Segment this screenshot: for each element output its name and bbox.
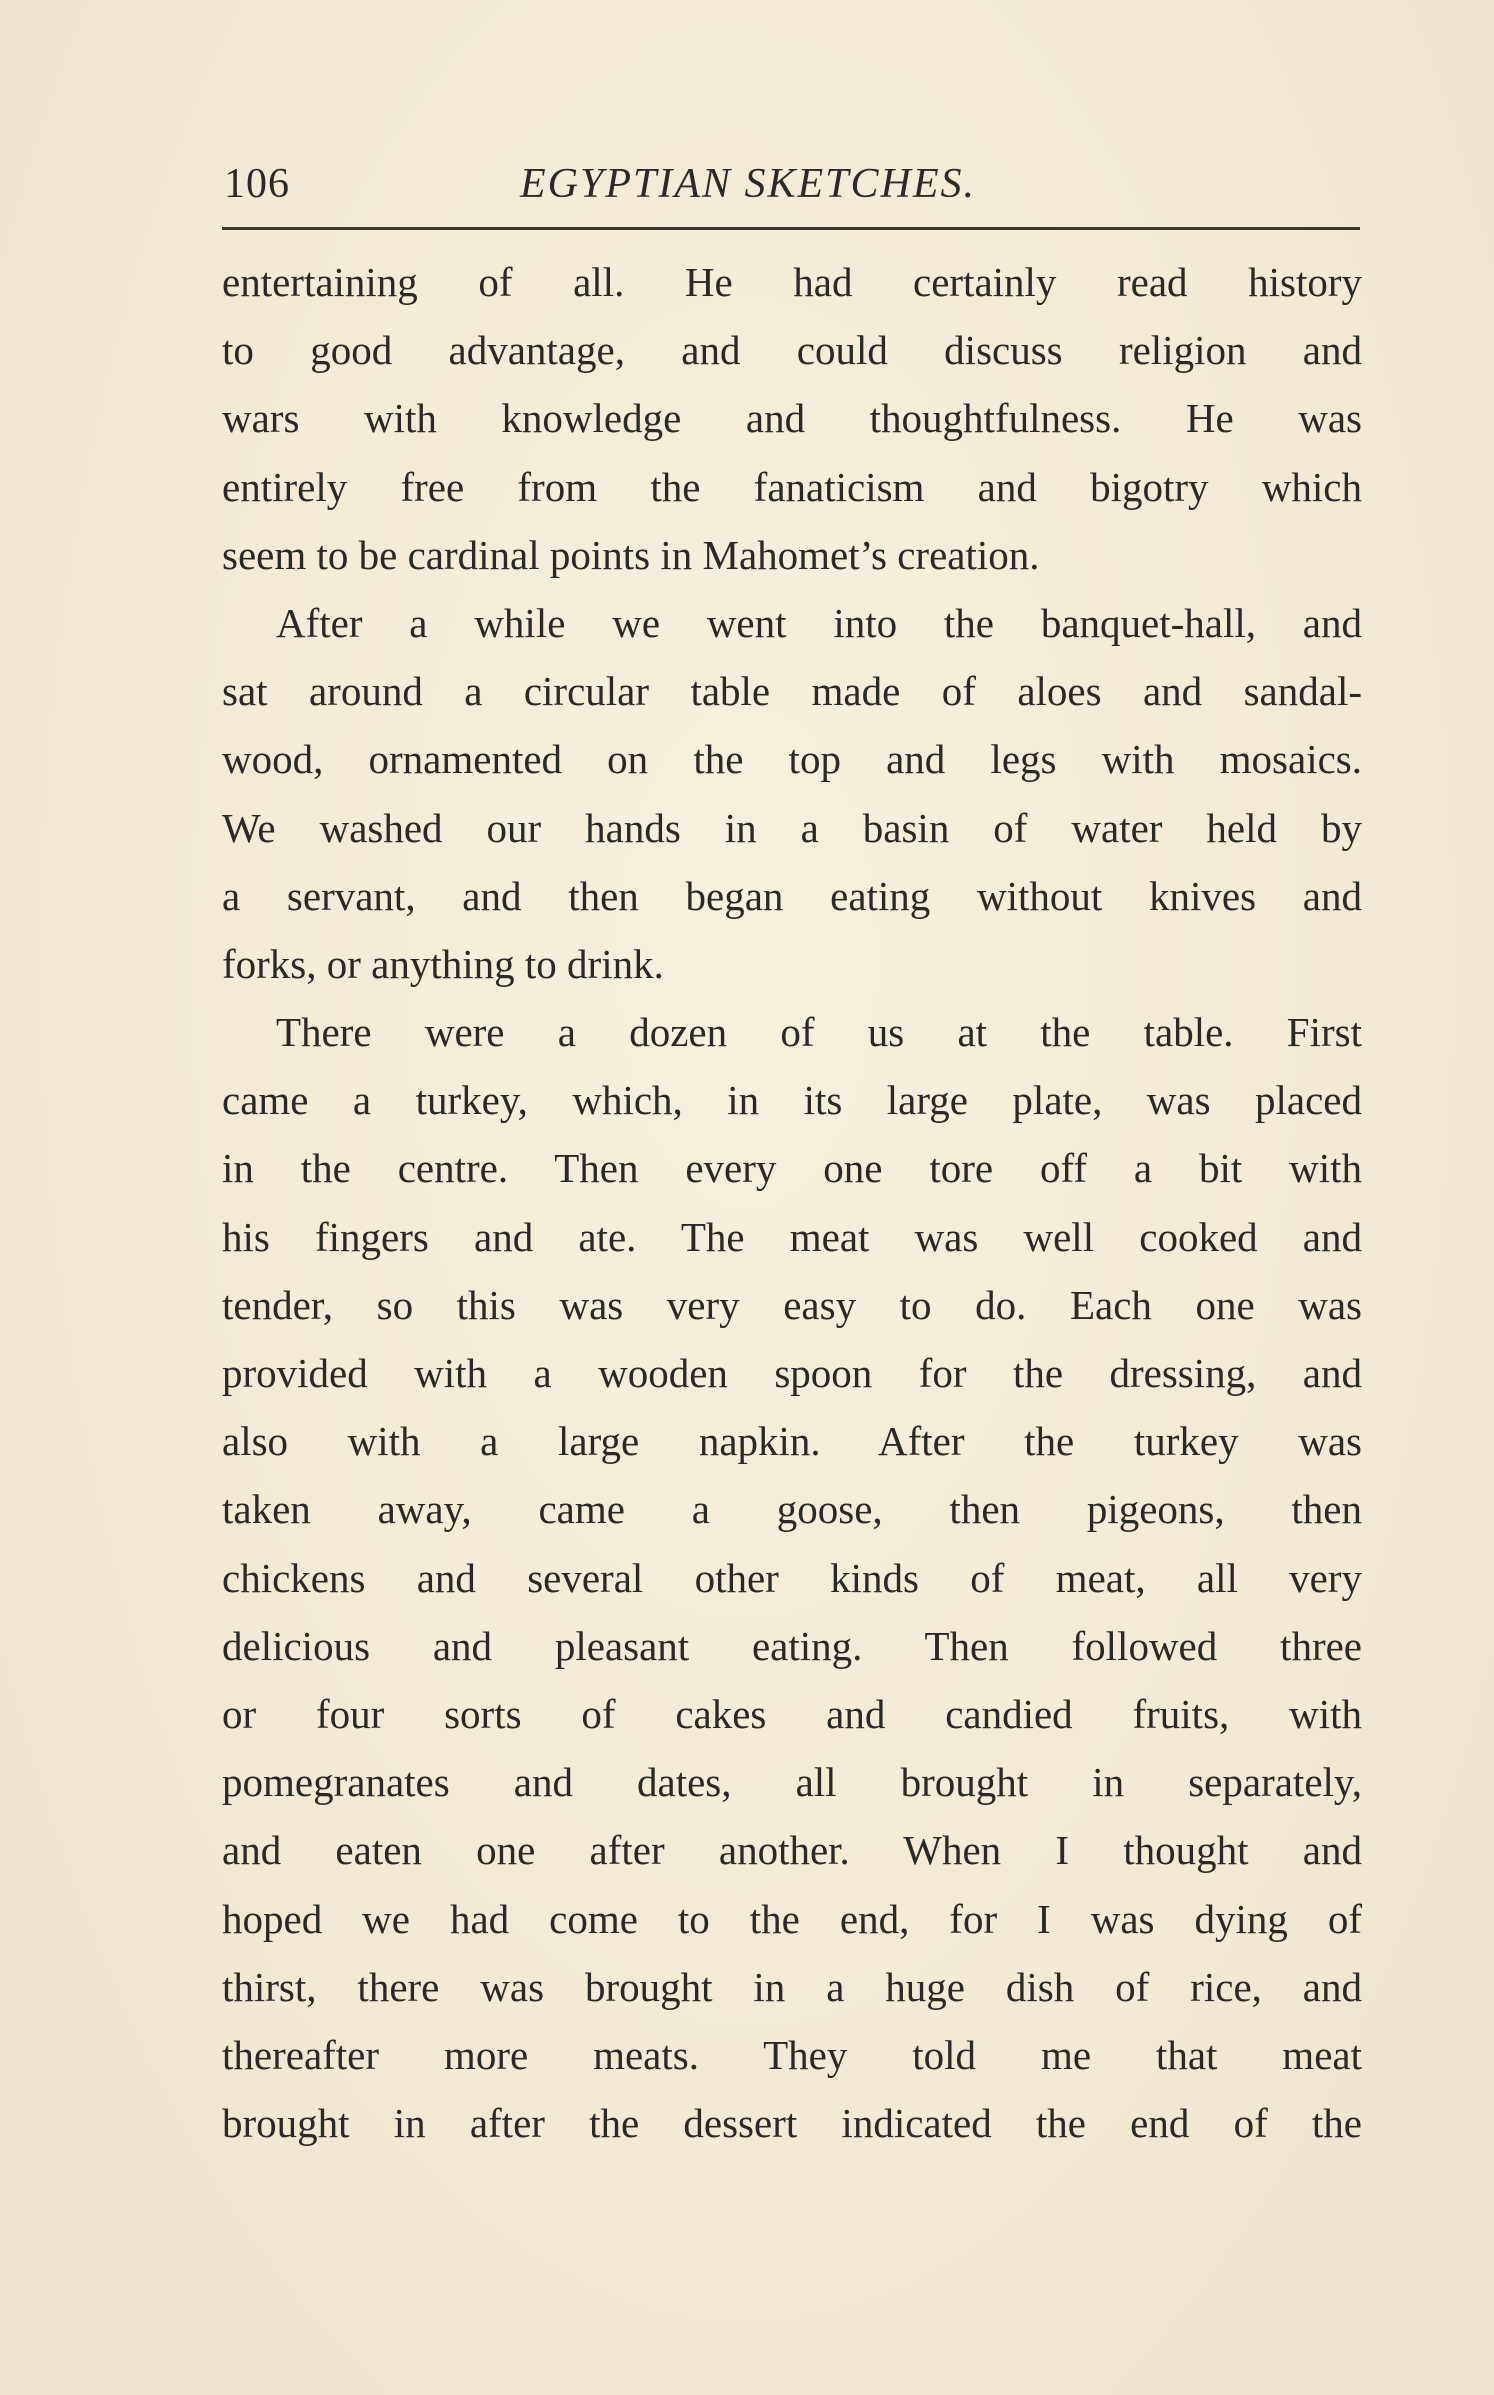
- text-line: or four sorts of cakes and candied fruits, with: [222, 1690, 1362, 1737]
- text-line: We washed our hands in a basin of water held by: [222, 804, 1362, 851]
- text-line: pomegranates and dates, all brought in separately,: [222, 1759, 1362, 1806]
- text-line: tender, so this was very easy to do. Each one was: [222, 1281, 1362, 1328]
- text-line: his fingers and ate. The meat was well cooked and: [222, 1213, 1362, 1260]
- text-line: seem to be cardinal points in Mahomet’s creation.: [222, 531, 1040, 578]
- text-line: thereafter more meats. They told me that meat: [222, 2031, 1362, 2078]
- text-line: delicious and pleasant eating. Then followed three: [222, 1622, 1362, 1669]
- text-line: entertaining of all. He had certainly read history: [222, 259, 1362, 305]
- text-line: and eaten one after another. When I thought and: [222, 1827, 1362, 1874]
- text-line: chickens and several other kinds of meat, all very: [222, 1554, 1362, 1601]
- text-line: provided with a wooden spoon for the dressing, and: [222, 1350, 1362, 1396]
- text-line: forks, or anything to drink.: [222, 940, 664, 987]
- text-line: taken away, came a goose, then pigeons, then: [222, 1486, 1362, 1533]
- text-line: After a while we went into the banquet-hall, and: [276, 599, 1362, 646]
- page-header: [224, 160, 1362, 218]
- text-line: also with a large napkin. After the turkey was: [222, 1418, 1362, 1465]
- body-text: [222, 248, 1362, 2157]
- text-line: sat around a circular table made of aloes and sandal-: [222, 668, 1362, 715]
- text-line: wood, ornamented on the top and legs with mosaics.: [222, 736, 1362, 783]
- page-number: 106: [224, 161, 290, 207]
- text-line: hoped we had come to the end, for I was dying of: [222, 1895, 1362, 1942]
- text-line: entirely free from the fanaticism and bigotry which: [222, 463, 1362, 510]
- running-title: EGYPTIAN SKETCHES.: [520, 161, 977, 207]
- text-line: There were a dozen of us at the table. First: [276, 1009, 1362, 1056]
- text-line: brought in after the dessert indicated the end of the: [222, 2100, 1362, 2147]
- text-line: a servant, and then began eating without knives and: [222, 872, 1362, 919]
- text-line: to good advantage, and could discuss religion and: [222, 327, 1362, 374]
- text-line: in the centre. Then every one tore off a bit with: [222, 1145, 1362, 1192]
- text-line: wars with knowledge and thoughtfulness. He was: [222, 395, 1362, 442]
- text-line: thirst, there was brought in a huge dish of rice, and: [222, 1963, 1362, 2010]
- header-rule: [222, 227, 1360, 230]
- text-line: came a turkey, which, in its large plate, was placed: [222, 1077, 1362, 1124]
